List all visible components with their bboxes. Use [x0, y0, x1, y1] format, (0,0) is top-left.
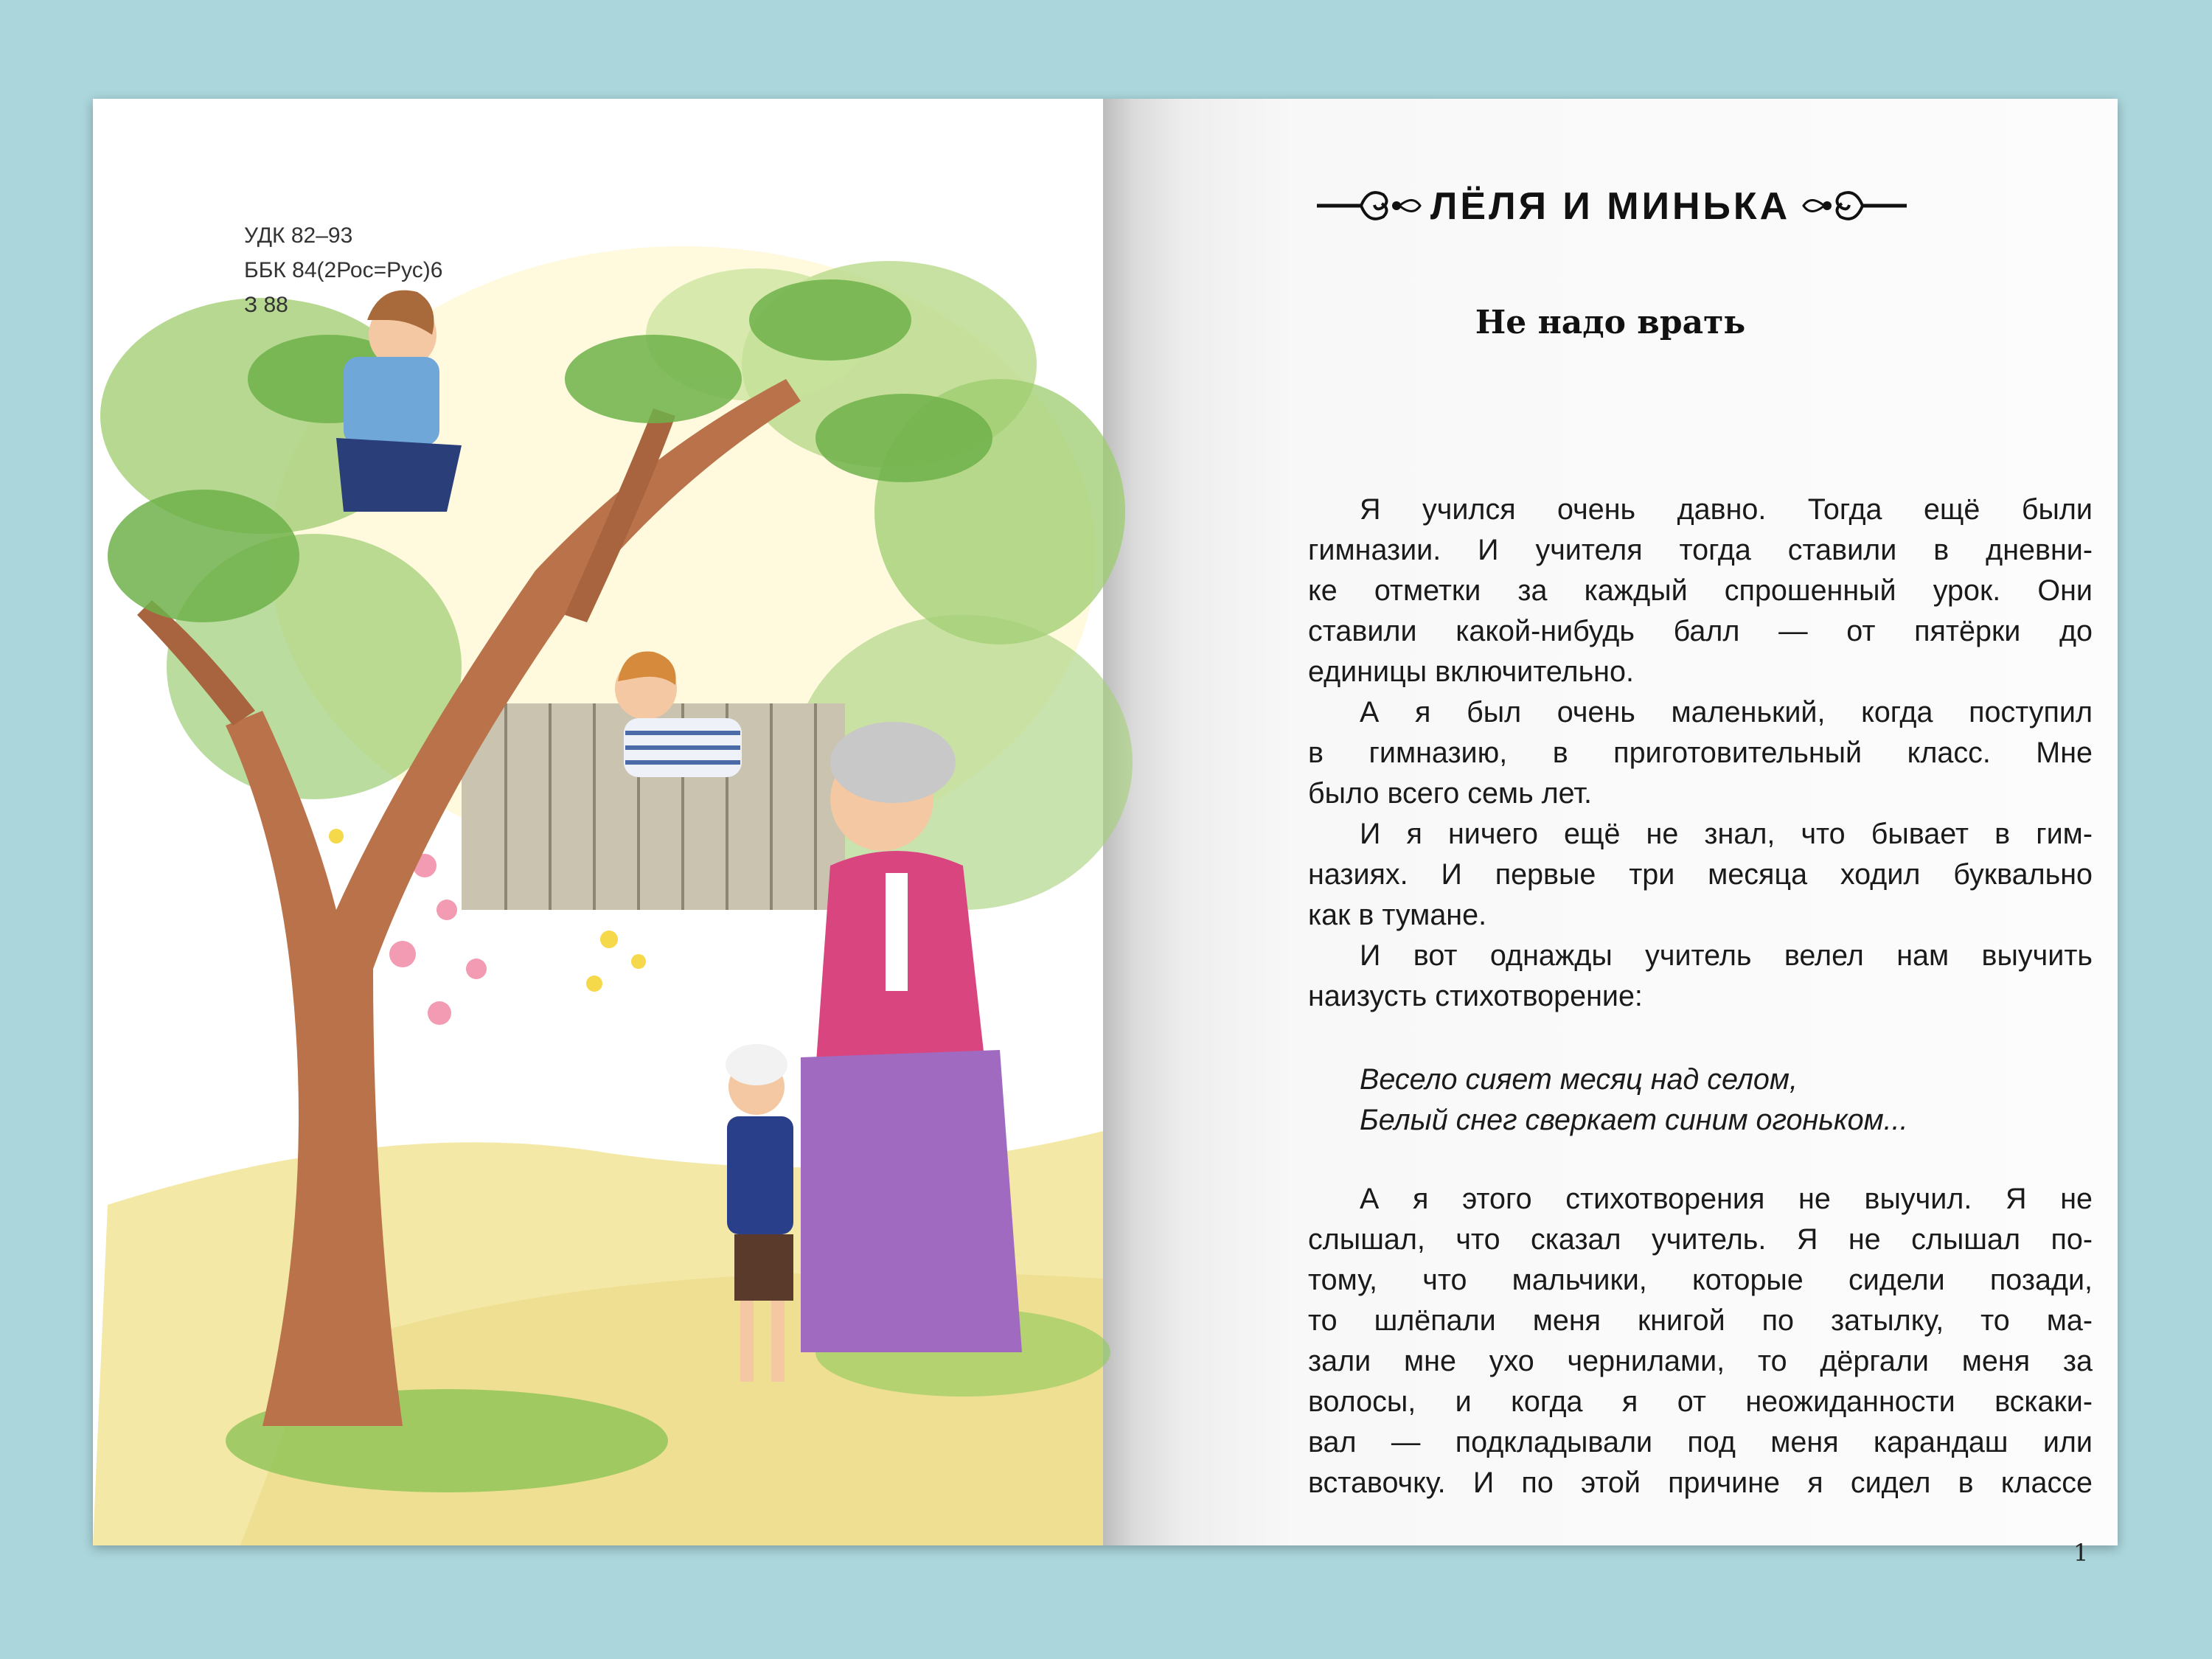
text-line: гимназии. И учителя тогда ставили в дневни-	[1308, 534, 2093, 566]
text-line: то шлёпали меня книгой по затылку, то ма-	[1308, 1304, 2093, 1337]
author-mark: З 88	[244, 293, 288, 317]
page-number: 1	[2073, 1539, 2089, 1567]
text-line: И я ничего ещё не знал, что бывает в гим-	[1360, 818, 2093, 850]
story-title: ЛЁЛЯ И МИНЬКА	[1430, 185, 1791, 228]
text-line: И вот однажды учитель велел нам выучить	[1360, 939, 2093, 972]
text-line: тому, что мальчики, которые сидели позади,	[1308, 1264, 2093, 1296]
text-line: ставили какой-нибудь балл — от пятёрки до	[1308, 615, 2093, 647]
text-line: зали мне ухо чернилами, то дёргали меня за	[1308, 1345, 2093, 1377]
text-line: единицы включительно.	[1308, 655, 1634, 688]
text-line: как в тумане.	[1308, 899, 1487, 931]
imprint-block	[244, 218, 442, 322]
text-line: вставочку. И по этой причине я сидел в классе	[1308, 1467, 2093, 1499]
paragraph-5	[1308, 1179, 2093, 1503]
poem-quote	[1360, 1060, 1908, 1141]
text-line: А я этого стихотворения не выучил. Я не	[1360, 1183, 2093, 1215]
bbk-code: ББК 84(2Рос=Рус)6	[244, 258, 443, 282]
text-line: назиях. И первые три месяца ходил буквально	[1308, 858, 2093, 891]
text-line: было всего семь лет.	[1308, 777, 1593, 810]
udk-code: УДК 82–93	[244, 223, 353, 248]
poem-line: Белый снег сверкает синим огоньком...	[1360, 1104, 1908, 1136]
book-spread	[93, 99, 2118, 1567]
poem-line: Весело сияет месяц над селом,	[1360, 1063, 1798, 1096]
paragraph-2	[1308, 692, 2093, 814]
text-line: в гимназию, в приготовительный класс. Мне	[1308, 737, 2093, 769]
text-line: ке отметки за каждый спрошенный урок. Они	[1308, 574, 2093, 607]
right-page	[1103, 99, 2118, 1567]
paragraph-4	[1308, 936, 2093, 1017]
text-line: слышал, что сказал учитель. Я не слышал по-	[1308, 1223, 2093, 1256]
chapter-title: Не надо врать	[1475, 304, 1746, 341]
paragraph-3	[1308, 814, 2093, 936]
text-line: вал — подкладывали под меня карандаш или	[1308, 1426, 2093, 1458]
text-line: наизусть стихотворение:	[1308, 980, 1643, 1012]
left-page	[93, 99, 1103, 1545]
text-line: Я учился очень давно. Тогда ещё были	[1360, 493, 2093, 526]
paragraph-1	[1308, 490, 2093, 692]
story-title-row	[1103, 173, 2118, 239]
ornament-right-icon	[1796, 173, 1907, 239]
text-line: волосы, и когда я от неожиданности вскаки-	[1308, 1385, 2093, 1418]
text-line: А я был очень маленький, когда поступил	[1360, 696, 2093, 728]
